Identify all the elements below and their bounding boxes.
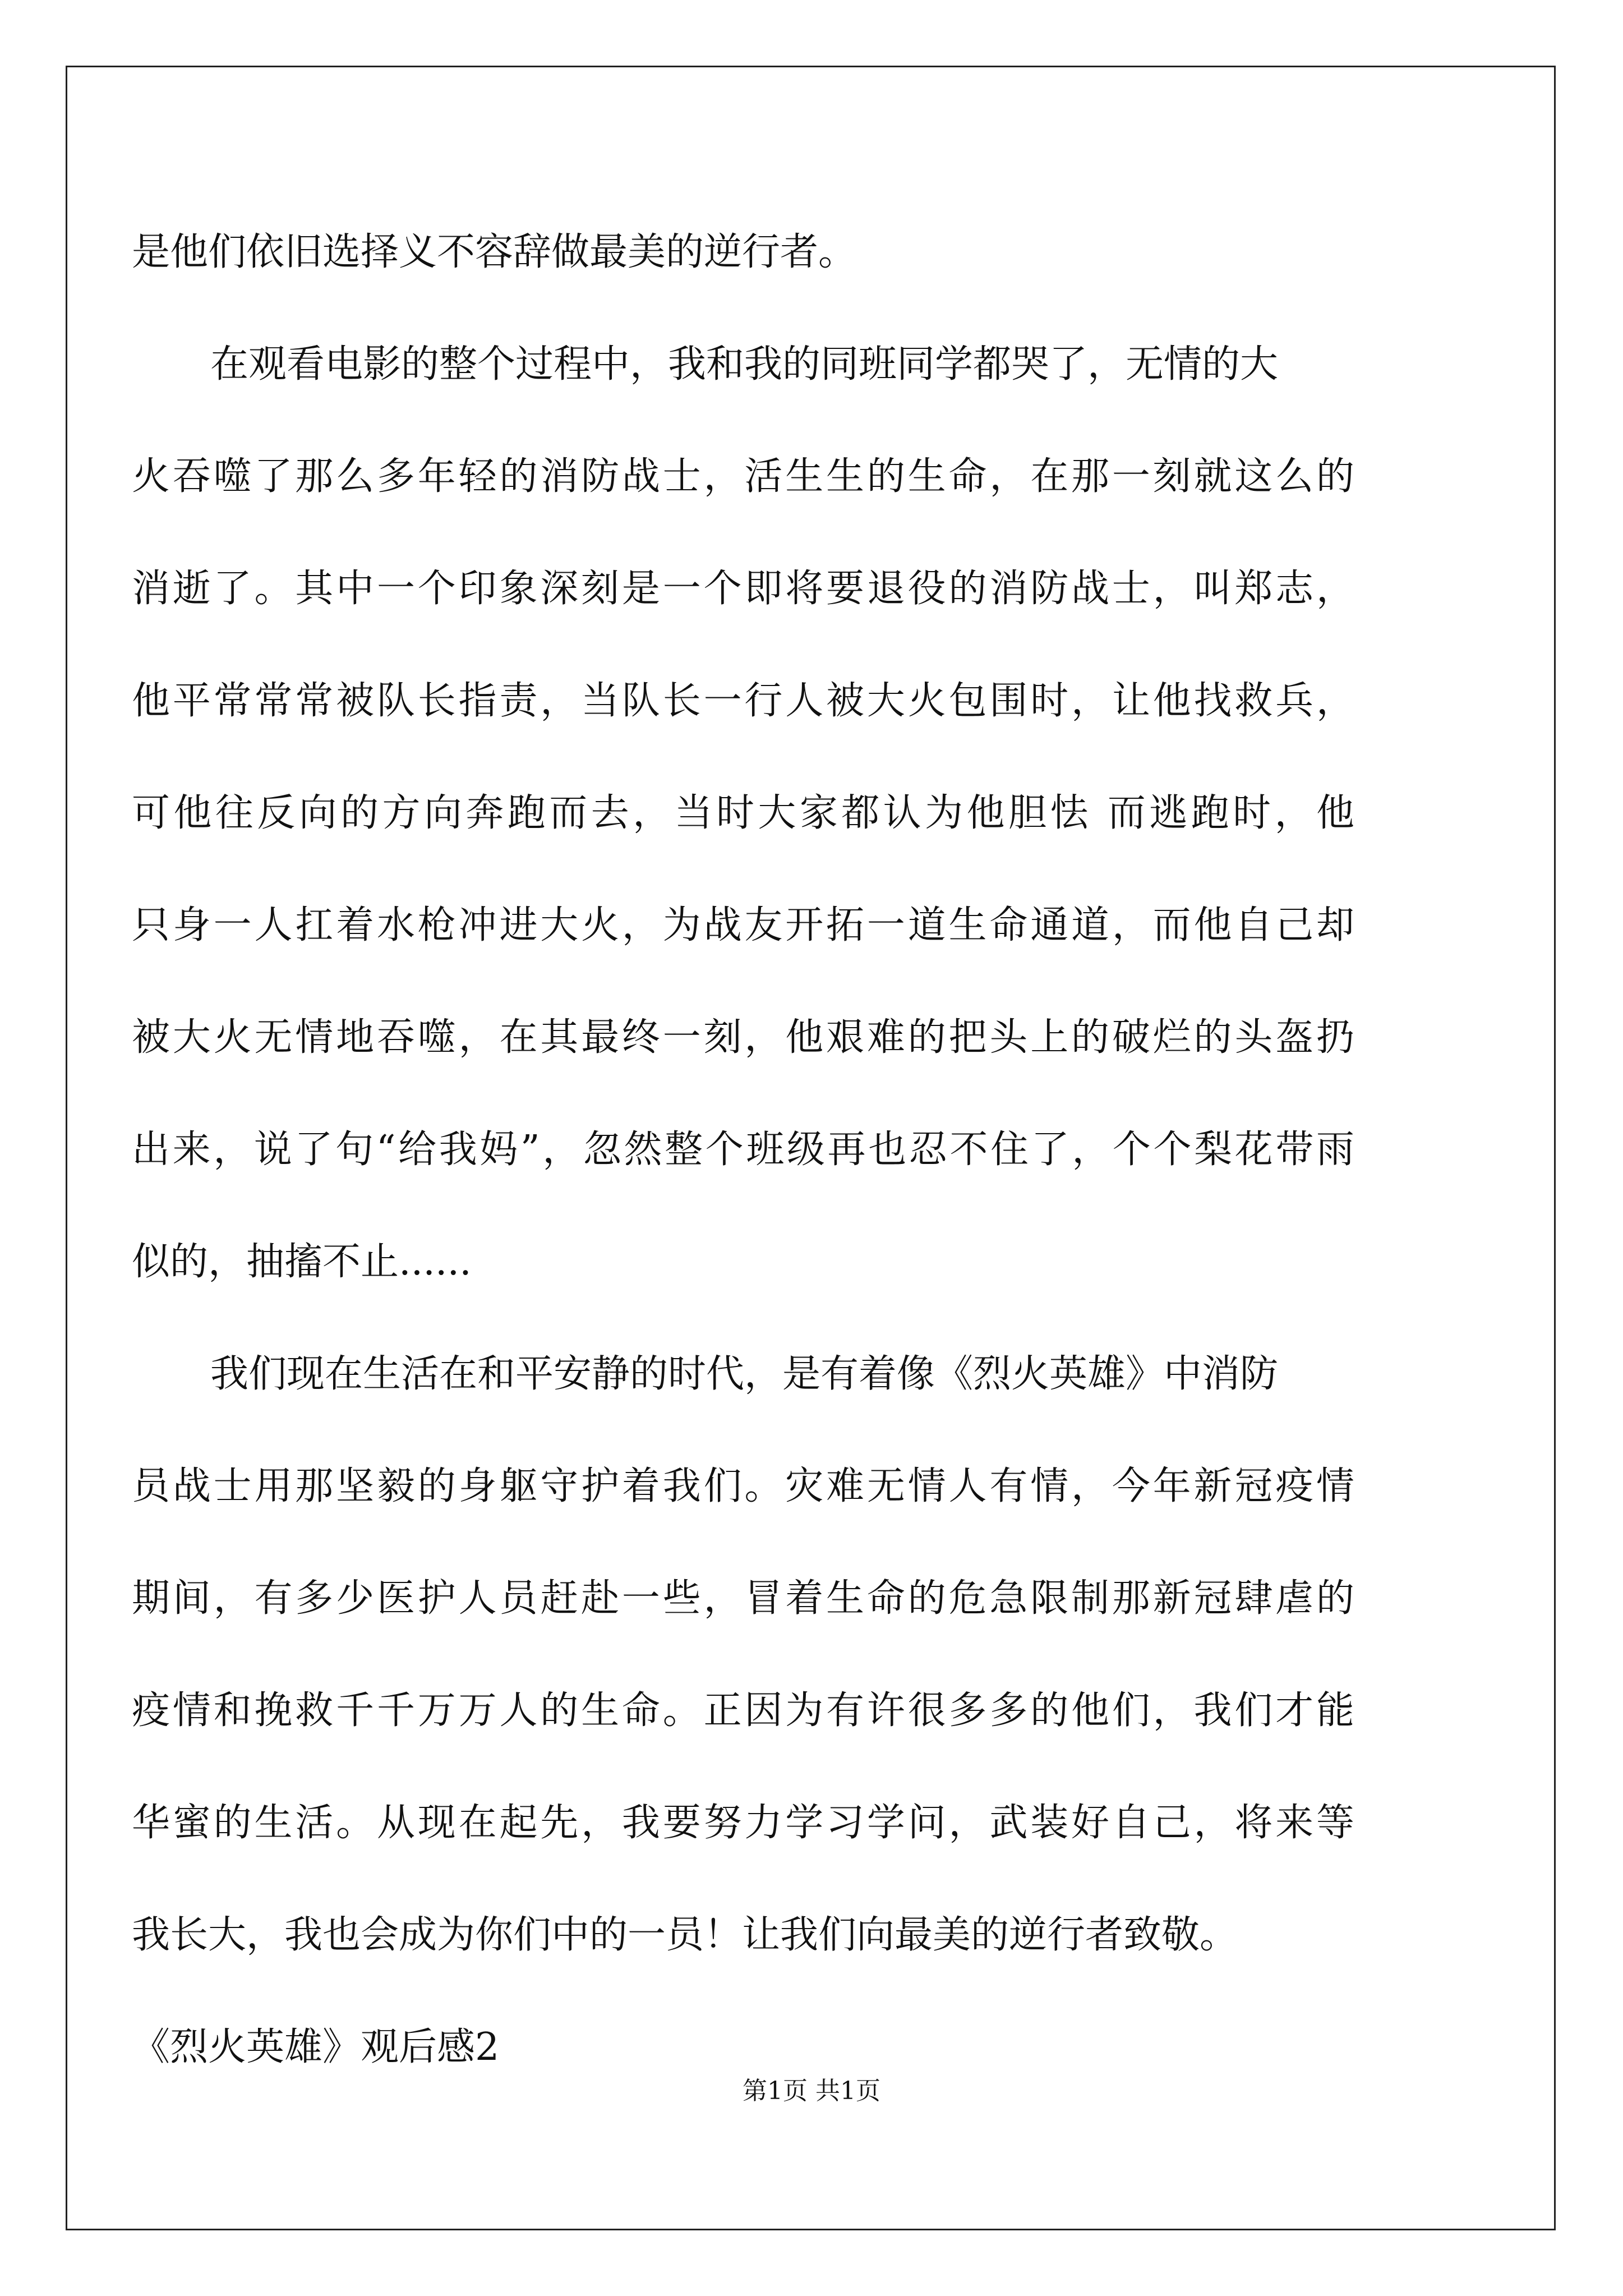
text-line: 消逝了。其中一个印象深刻是一个即将要退役的消防战士，叫郑志， (132, 567, 1354, 611)
section-heading: 《烈火英雄》观后感2 (132, 2025, 500, 2069)
text-line: 似的，抽搐不止...... (132, 1240, 472, 1284)
text-line: 华蜜的生活。从现在起先，我要努力学习学问，武装好自己，将来等 (132, 1801, 1354, 1845)
text-line: 期间，有多少医护人员赶赴一些，冒着生命的危急限制那新冠肆虐的 (132, 1576, 1354, 1621)
text-line: 是他们依旧选择义不容辞做最美的逆行者。 (132, 230, 857, 274)
text-line: 疫情和挽救千千万万人的生命。正因为有许很多多的他们，我们才能 (132, 1688, 1354, 1733)
page-footer: 第1页 共1页 (743, 2077, 880, 2105)
text-line: 火吞噬了那么多年轻的消防战士，活生生的生命，在那一刻就这么的 (132, 454, 1354, 499)
text-line-indented: 在观看电影的整个过程中，我和我的同班同学都哭了，无情的大 (210, 342, 1279, 386)
text-line: 他平常常常被队长指责，当队长一行人被大火包围时，让他找救兵， (132, 679, 1354, 723)
text-line: 出来，说了句“给我妈”，忽然整个班级再也忍不住了，个个梨花带雨 (132, 1128, 1354, 1172)
text-line: 被大火无情地吞噬，在其最终一刻，他艰难的把头上的破烂的头盔扔 (132, 1015, 1354, 1060)
text-line: 我长大，我也会成为你们中的一员！让我们向最美的逆行者致敬。 (132, 1913, 1238, 1957)
text-line-indented: 我们现在生活在和平安静的时代，是有着像《烈火英雄》中消防 (210, 1352, 1279, 1396)
text-line: 可他往反向的方向奔跑而去，当时大家都认为他胆怯 而逃跑时，他 (132, 791, 1354, 835)
text-line: 只身一人扛着水枪冲进大火，为战友开拓一道生命通道，而他自己却 (132, 903, 1354, 947)
text-line: 员战士用那坚毅的身躯守护着我们。灾难无情人有情，今年新冠疫情 (132, 1464, 1354, 1508)
